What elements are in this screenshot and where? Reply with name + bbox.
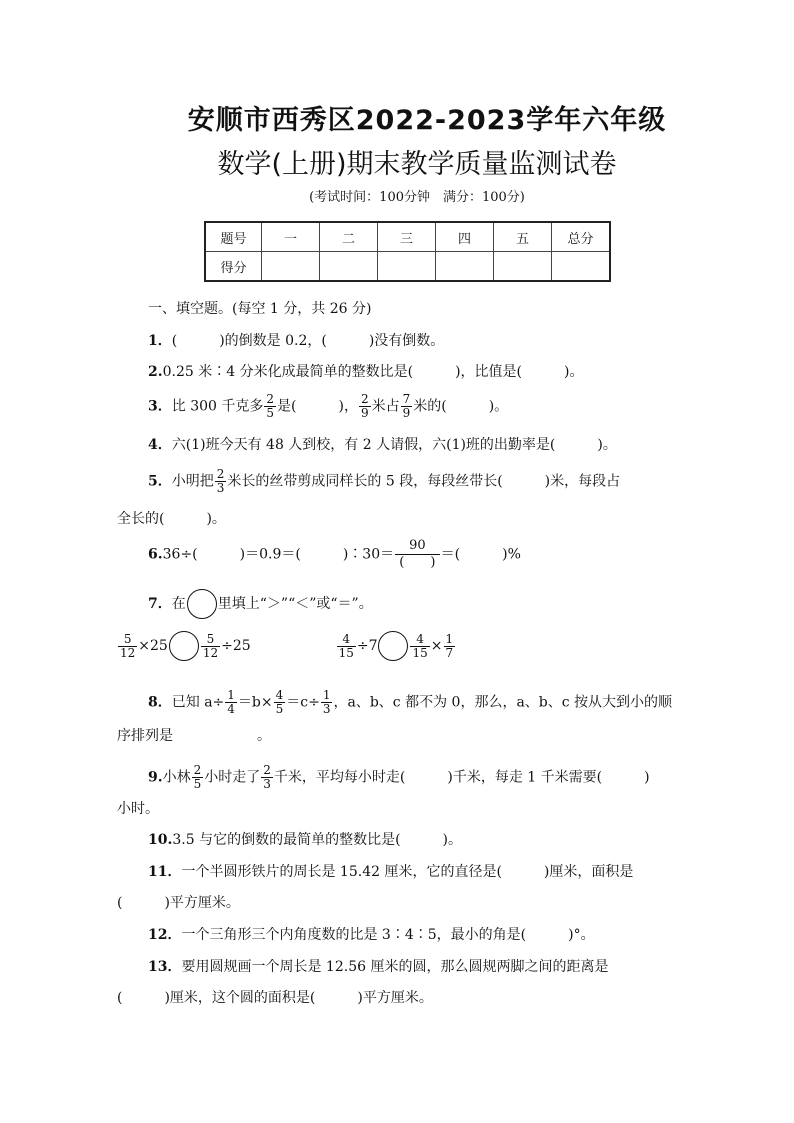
operator-text: ÷7 [356,638,378,654]
question-text: 小时走了 [204,769,261,786]
question-13-continued: ( )厘米，这个圆的面积是( )平方厘米。 [117,990,433,1006]
question-number: 11． [148,864,182,880]
denominator: 5 [275,702,284,716]
fraction [192,764,204,791]
question-number: 4． [148,437,172,453]
question-9 [148,764,650,791]
question-5 [148,468,620,495]
fraction [225,689,237,716]
numerator: 4 [337,633,356,647]
question-text: 比 300 千克多 [171,398,264,415]
fraction [321,689,333,716]
comparison-item-a [117,631,251,660]
question-number: 7． [148,596,172,612]
question-text: 里填上“＞”“＜”或“＝”。 [217,596,373,612]
comparison-circle[interactable] [187,589,217,619]
denominator: 9 [402,406,411,420]
question-number: 2. [148,364,163,380]
score-cell[interactable] [378,252,436,282]
score-header-cell: 题号 [205,222,262,252]
denominator: 5 [193,777,202,791]
question-number: 13． [148,959,182,975]
comparison-circle[interactable] [378,631,408,661]
question-6 [148,538,521,571]
numerator: 90 [395,538,440,555]
fraction [359,393,371,420]
question-text: 已知 a÷ [171,694,225,711]
operator-text: ÷25 [221,638,251,654]
question-text: 是( )， [277,398,358,415]
question-9-continued: 小时。 [117,801,159,817]
numerator: 7 [402,392,411,406]
denominator: 15 [338,645,354,660]
question-text: 米的( )。 [413,398,509,415]
question-text: 要用圆规画一个周长是 12.56 厘米的圆，那么圆规两脚之间的距离是 [181,959,609,975]
numerator: 2 [193,763,202,777]
denominator: 3 [322,702,331,716]
score-header-cell: 四 [436,222,494,252]
score-cell[interactable] [320,252,378,282]
question-11 [148,863,633,881]
question-8-continued: 序排列是 。 [117,728,271,744]
question-4 [148,436,617,454]
denominator: 4 [227,702,235,716]
exam-title-line1: 安顺市西秀区2022-2023学年六年级 [187,105,667,136]
numerator: 1 [322,688,331,702]
question-1 [148,332,444,350]
score-header-cell: 五 [494,222,552,252]
question-text: 米占 [371,398,400,415]
exam-subtitle: (考试时间：100分钟 满分：100分) [309,190,525,205]
question-8 [148,689,672,716]
fraction [337,633,356,660]
question-number: 8． [148,694,172,711]
question-5-continued: 全长的( )。 [117,511,226,527]
question-2 [148,363,583,381]
fraction [201,633,220,660]
numerator: 4 [410,633,429,647]
score-cell[interactable] [552,252,611,282]
denominator: 12 [202,645,219,660]
question-number: 5． [148,473,172,490]
question-text: ＝b× [237,694,273,711]
fraction [261,764,273,791]
numerator: 2 [216,467,225,481]
score-header-cell: 三 [378,222,436,252]
fraction [274,689,286,716]
question-number: 1． [148,333,172,349]
question-text: ( )的倒数是 0.2，( )没有倒数。 [171,333,445,349]
score-header-cell: 总分 [552,222,611,252]
denominator: 15 [412,645,428,660]
denominator: 3 [216,481,225,495]
question-10 [148,831,462,849]
fraction [410,633,429,660]
numerator: 5 [118,633,137,647]
numerator: 1 [227,688,235,702]
question-11-continued: ( )平方厘米。 [117,895,240,911]
question-number: 6. [148,546,163,563]
question-text: 六(1)班今天有 48 人到校，有 2 人请假，六(1)班的出勤率是( )。 [171,437,617,453]
fraction [395,538,440,571]
question-text: 千米，平均每小时走( )千米，每走 1 千米需要( ) [273,769,650,786]
fraction [264,393,276,420]
question-text: 小林 [162,769,191,786]
score-header-cell: 二 [320,222,378,252]
question-12 [148,926,595,944]
denominator: 3 [263,777,271,791]
fraction [444,633,456,660]
numerator: 1 [445,631,454,646]
denominator: 7 [445,645,454,660]
score-row-label: 得分 [205,252,262,282]
score-table-header-row [205,222,610,252]
score-cell[interactable] [494,252,552,282]
score-header-cell: 一 [262,222,320,252]
fraction [118,633,137,660]
operator-text: ×25 [138,638,168,654]
question-text: 一个半圆形铁片的周长是 15.42 厘米，它的直径是( )厘米，面积是 [181,864,634,880]
denominator: 9 [360,406,369,420]
numerator: 2 [360,392,369,406]
fraction [215,468,227,495]
question-number: 3． [148,398,172,415]
question-text: 0.25 米∶4 分米化成最简单的整数比是( )，比值是( )。 [162,364,584,380]
question-text: ＝( )% [440,546,521,563]
question-7 [148,589,373,619]
question-text: 36÷( )＝0.9＝( )∶30＝ [162,546,395,563]
numerator: 2 [266,392,275,406]
question-7-items [117,631,456,661]
exam-title-line2: 数学(上册)期末教学质量监测试卷 [217,149,617,180]
question-text: 在 [171,596,186,612]
score-table [204,221,611,282]
section1-heading: 一、填空题。(每空 1 分，共 26 分) [148,301,372,317]
fraction [401,393,413,420]
question-3 [148,393,508,420]
numerator: 5 [201,633,220,647]
denominator: ( ) [399,555,436,570]
question-number: 12． [148,927,182,943]
question-text: ＝c÷ [286,694,320,711]
question-text: 3.5 与它的倒数的最简单的整数比是( )。 [172,832,462,848]
comparison-item-b [336,631,457,660]
numerator: 2 [263,763,271,777]
question-13 [148,958,608,976]
numerator: 4 [275,688,284,702]
operator-text: × [430,638,443,654]
question-text: 一个三角形三个内角度数的比是 3∶4∶5，最小的角是( )°。 [181,927,595,943]
score-cell[interactable] [262,252,320,282]
score-cell[interactable] [436,252,494,282]
score-table-score-row [205,252,610,282]
denominator: 12 [120,645,136,660]
question-number: 10. [148,832,173,848]
question-text: ，a、b、c 都不为 0，那么，a、b、c 按从大到小的顺 [333,694,673,711]
question-text: 米长的丝带剪成同样长的 5 段，每段丝带长( )米，每段占 [227,473,621,490]
comparison-circle[interactable] [169,631,199,661]
question-number: 9. [148,769,163,786]
question-text: 小明把 [171,473,214,490]
denominator: 5 [266,406,275,420]
